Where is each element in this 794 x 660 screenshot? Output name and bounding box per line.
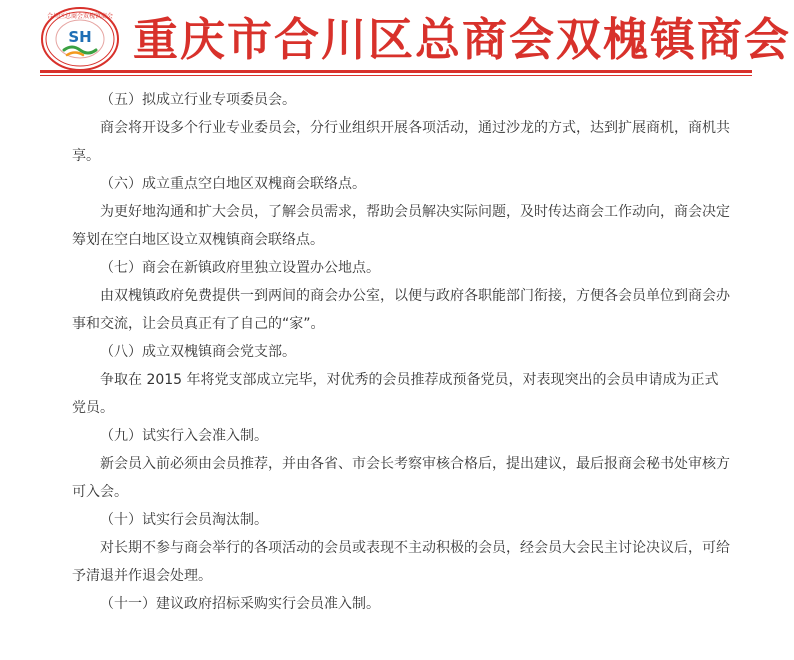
- section-heading-7: （七）商会在新镇政府里独立设置办公地点。: [100, 260, 380, 276]
- section-heading-11: （十一）建议政府招标采购实行会员准入制。: [100, 596, 380, 612]
- header-divider-thin: [40, 75, 752, 76]
- section-heading-8: （八）成立双槐镇商会党支部。: [100, 344, 296, 360]
- section-heading-6: （六）成立重点空白地区双槐商会联络点。: [100, 176, 366, 192]
- chamber-logo-icon: [40, 6, 120, 72]
- logo-monogram: SH: [68, 28, 92, 46]
- paragraph-6: 为更好地沟通和扩大会员，了解会员需求，帮助会员解决实际问题，及时传达商会工作动向，商会决定筹划在空白地区设立双槐镇商会联络点。: [72, 204, 730, 248]
- paragraph-10: 对长期不参与商会举行的各项活动的会员或表现不主动积极的会员，经会员大会民主讨论决议后，可给予清退并作退会处理。: [72, 540, 730, 584]
- document-body: [72, 86, 732, 618]
- logo-ring-text: 合川区总商会双槐镇商会: [46, 13, 114, 20]
- page-header: [0, 0, 794, 80]
- paragraph-8: 争取在 2015 年将党支部成立完毕，对优秀的会员推荐成预备党员，对表现突出的会员申请成为正式党员。: [72, 372, 719, 416]
- paragraph-9: 新会员入前必须由会员推荐，并由各省、市会长考察审核合格后，提出建议，最后报商会秘书处审核方可入会。: [72, 456, 730, 500]
- header-divider-thick: [40, 70, 752, 73]
- section-heading-9: （九）试实行入会准入制。: [100, 428, 268, 444]
- page-title: 重庆市合川区总商会双槐镇商会: [133, 13, 792, 66]
- paragraph-7: 由双槐镇政府免费提供一到两间的商会办公室，以便与政府各职能部门衔接，方便各会员单位到商会办事和交流，让会员真正有了自己的“家”。: [72, 288, 730, 332]
- section-heading-5: （五）拟成立行业专项委员会。: [100, 92, 296, 108]
- section-heading-10: （十）试实行会员淘汰制。: [100, 512, 268, 528]
- paragraph-5: 商会将开设多个行业专业委员会，分行业组织开展各项活动，通过沙龙的方式，达到扩展商机，商机共享。: [72, 120, 730, 164]
